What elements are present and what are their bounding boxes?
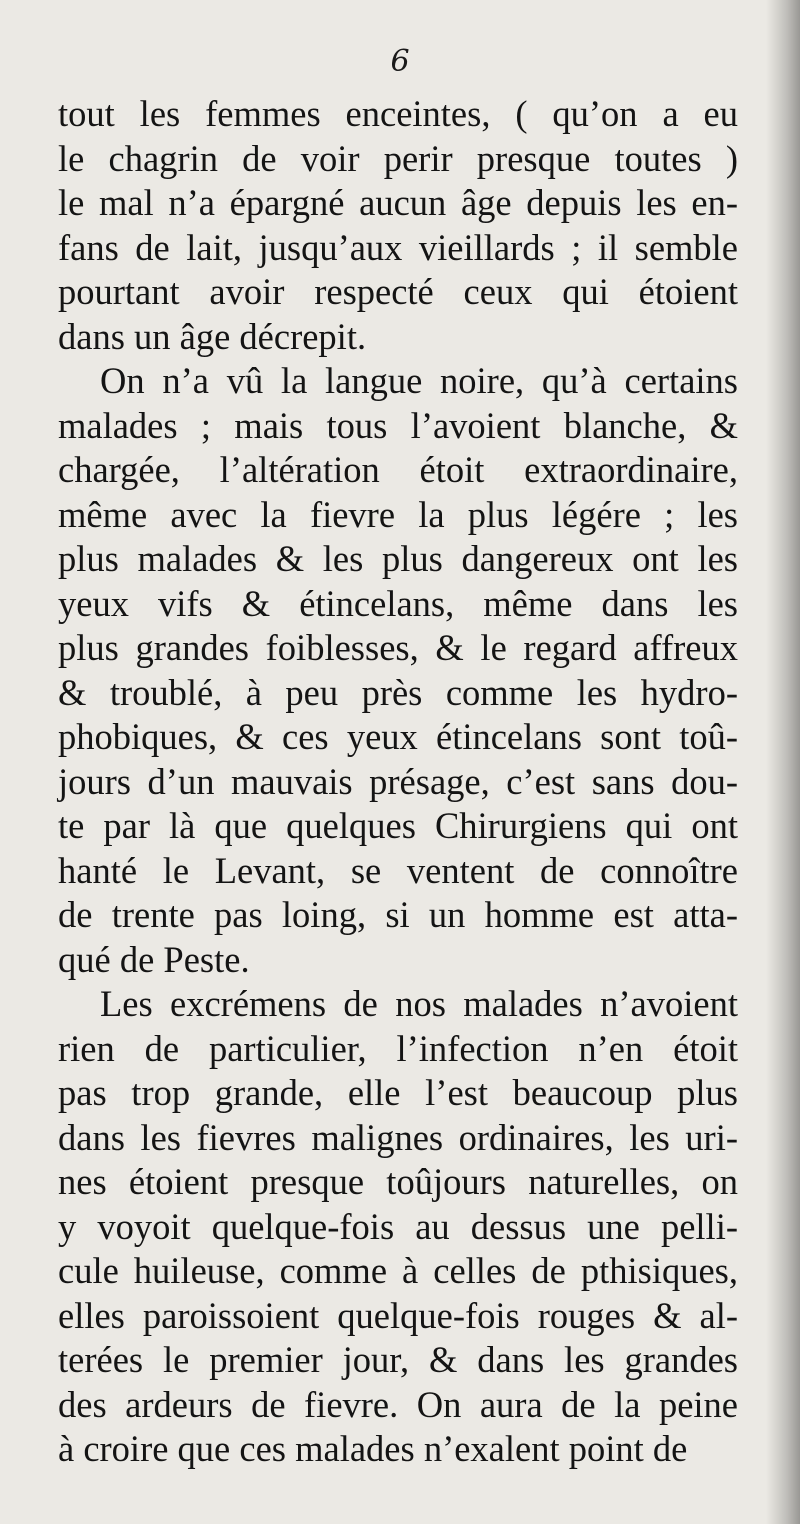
text-line: le mal n’a épargné aucun âge depuis les en-	[58, 182, 738, 223]
text-line: yeux vifs & étincelans, même dans les	[58, 582, 738, 624]
text-line: phobiques, & ces yeux étincelans sont toû-	[58, 716, 738, 757]
text-line: dans les fievres malignes ordinaires, les uri-	[58, 1116, 738, 1158]
text-line: à croire que ces malades n’exalent point de	[58, 1428, 688, 1469]
text-line: plus grandes foiblesses, & le regard affreux	[58, 627, 738, 668]
text-line: y voyoit quelque-fois au dessus une pelli-	[58, 1205, 738, 1247]
text-line: pas trop grande, elle l’est beaucoup plus	[58, 1072, 738, 1113]
text-line: chargée, l’altération étoit extraordinaire,	[58, 449, 738, 490]
text-line: elles paroissoient quelque-fois rouges & al-	[58, 1294, 738, 1336]
text-line: cule huileuse, comme à celles de pthisiques,	[58, 1250, 738, 1291]
text-line: pourtant avoir respecté ceux qui étoient	[58, 271, 738, 312]
text-line: terées le premier jour, & dans les grandes	[58, 1339, 738, 1380]
text-line: des ardeurs de fievre. On aura de la peine	[58, 1383, 738, 1425]
page-text	[58, 92, 738, 1472]
page-edge-shadow	[766, 0, 800, 1524]
text-line: On n’a vû la langue noire, qu’à certains	[100, 360, 738, 401]
text-line: tout les femmes enceintes, ( qu’on a eu	[58, 93, 738, 134]
text-line: qué de Peste.	[58, 938, 250, 980]
text-line: malades ; mais tous l’avoient blanche, &	[58, 404, 738, 446]
text-line: nes étoient presque toûjours naturelles, on	[58, 1161, 738, 1202]
text-line: fans de lait, jusqu’aux vieillards ; il semble	[58, 226, 738, 268]
text-line: & troublé, à peu près comme les hydro-	[58, 671, 738, 713]
text-line: le chagrin de voir perir presque toutes )	[58, 137, 738, 179]
text-line: te par là que quelques Chirurgiens qui ont	[58, 805, 738, 846]
text-line: hanté le Levant, se ventent de connoître	[58, 849, 738, 891]
text-line: rien de particulier, l’infection n’en étoit	[58, 1027, 738, 1069]
text-line: de trente pas loing, si un homme est atta-	[58, 894, 738, 935]
text-line: jours d’un mauvais présage, c’est sans dou-	[58, 760, 738, 802]
page-number: 6	[390, 44, 410, 79]
text-line: plus malades & les plus dangereux ont les	[58, 538, 738, 579]
text-line: Les excrémens de nos malades n’avoient	[100, 983, 738, 1024]
text-line: dans un âge décrepit.	[58, 315, 367, 357]
text-line: même avec la fievre la plus légére ; les	[58, 493, 738, 535]
